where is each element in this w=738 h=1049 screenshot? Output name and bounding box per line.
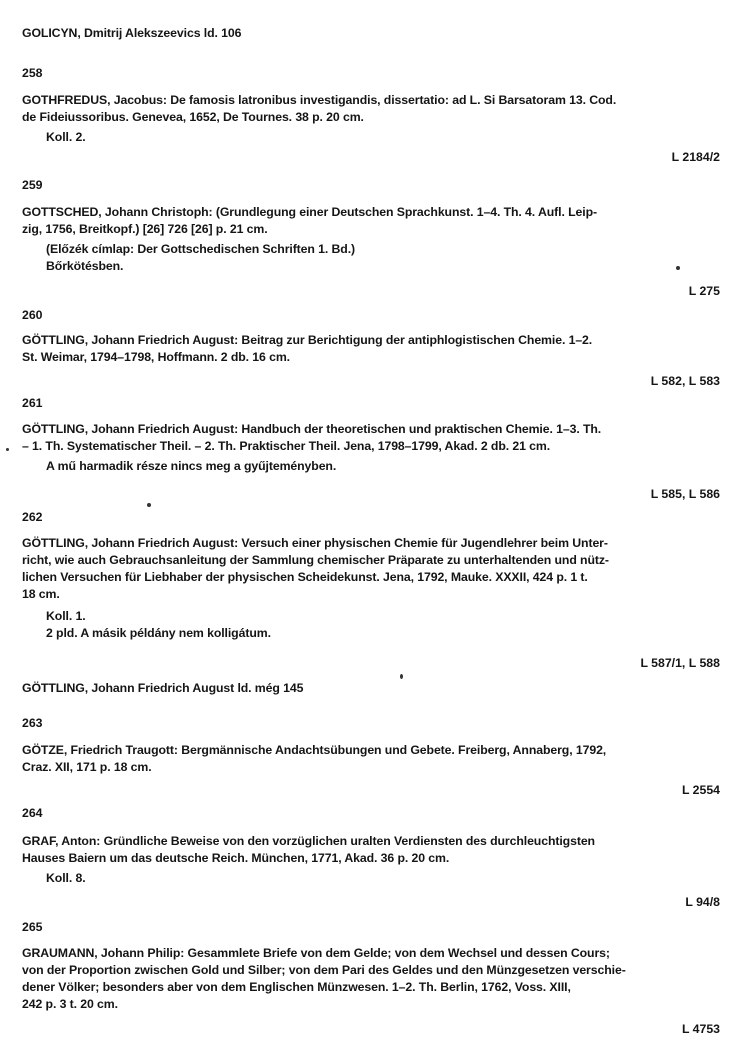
entry-262: [22, 535, 722, 642]
shelf-mark-260: L 582, L 583: [650, 374, 720, 388]
entry-number-258: 258: [22, 66, 43, 80]
cross-reference-golicyn: [22, 25, 722, 42]
shelf-mark-262: L 587/1, L 588: [640, 656, 720, 670]
shelf-mark-263: L 2554: [681, 783, 720, 797]
entry-number-264: 264: [22, 806, 43, 820]
entry-line: Craz. XII, 171 p. 18 cm.: [22, 760, 152, 774]
entry-line: GÖTZE, Friedrich Traugott: Bergmännische Andachtsübungen und Gebete. Freiberg, Annaberg, 1792,: [22, 743, 607, 757]
entry-line: von der Proportion zwischen Gold und Silber; von dem Pari des Geldes und den Münzgesetzen verschie-: [22, 963, 626, 977]
entry-line: 18 cm.: [22, 587, 60, 601]
shelf-mark-264: L 94/8: [685, 895, 720, 909]
entry-261: [22, 421, 722, 475]
cross-reference-text: GOLICYN, Dmitrij Alekszeevics ld. 106: [22, 26, 242, 40]
entry-line: GOTHFREDUS, Jacobus: De famosis latronibus investigandis, dissertatio: ad L. Si Barsatoram 13. Cod.: [22, 93, 617, 107]
scan-speck: [147, 503, 151, 507]
entry-line: zig, 1756, Breitkopf.) [26] 726 [26] p. 21 cm.: [22, 222, 268, 236]
shelf-mark-261: L 585, L 586: [650, 487, 720, 501]
entry-line: lichen Versuchen für Liebhaber der physischen Scheidekunst. Jena, 1792, Mauke. XXXII, 424 p. 1 t.: [22, 570, 588, 584]
entry-line: 242 p. 3 t. 20 cm.: [22, 997, 118, 1011]
entry-line: Hauses Baiern um das deutsche Reich. München, 1771, Akad. 36 p. 20 cm.: [22, 851, 450, 865]
entry-264: [22, 833, 722, 887]
entry-line: de Fideiussoribus. Genevea, 1652, De Tournes. 38 p. 20 cm.: [22, 110, 364, 124]
entry-number-265: 265: [22, 920, 43, 934]
entry-265: [22, 945, 722, 1013]
entry-259: [22, 204, 722, 275]
shelf-mark-259: L 275: [688, 284, 720, 298]
entry-note: (Előzék címlap: Der Gottschedischen Schriften 1. Bd.): [46, 242, 356, 256]
entry-note: Koll. 8.: [46, 871, 86, 885]
cross-reference-gottling: [22, 680, 722, 697]
entry-note: 2 pld. A másik példány nem kolligátum.: [46, 626, 271, 640]
shelf-mark-265: L 4753: [681, 1022, 720, 1036]
entry-258: [22, 92, 722, 146]
entry-263: [22, 742, 722, 776]
entry-number-261: 261: [22, 396, 43, 410]
entry-number-263: 263: [22, 716, 43, 730]
entry-note: Bőrkötésben.: [46, 259, 124, 273]
entry-line: GÖTTLING, Johann Friedrich August: Beitrag zur Berichtigung der antiphlogistischen Chemie. 1–2.: [22, 333, 593, 347]
entry-line: richt, wie auch Gebrauchsanleitung der Sammlung chemischer Präparate zu unterhaltenden und nütz-: [22, 553, 609, 567]
scan-speck: [6, 448, 9, 451]
entry-note: Koll. 1.: [46, 609, 86, 623]
entry-line: GÖTTLING, Johann Friedrich August: Versuch einer physischen Chemie für Jugendlehrer beim Unter-: [22, 536, 608, 550]
entry-line: dener Völker; besonders aber von dem Englischen Münzwesen. 1–2. Th. Berlin, 1762, Voss. XIII,: [22, 980, 571, 994]
entry-number-262: 262: [22, 510, 43, 524]
entry-line: St. Weimar, 1794–1798, Hoffmann. 2 db. 16 cm.: [22, 350, 290, 364]
cross-reference-text: GÖTTLING, Johann Friedrich August ld. még 145: [22, 681, 304, 695]
entry-line: – 1. Th. Systematischer Theil. – 2. Th. Praktischer Theil. Jena, 1798–1799, Akad. 2 db. 21 cm.: [22, 439, 551, 453]
entry-note: Koll. 2.: [46, 130, 86, 144]
entry-note: A mű harmadik része nincs meg a gyűjteményben.: [46, 459, 337, 473]
scan-speck: [400, 674, 403, 679]
entry-line: GRAF, Anton: Gründliche Beweise von den vorzüglichen uralten Verdiensten des durchleuchtigsten: [22, 834, 595, 848]
entry-line: GOTTSCHED, Johann Christoph: (Grundlegung einer Deutschen Sprachkunst. 1–4. Th. 4. Aufl. Leip-: [22, 205, 597, 219]
entry-260: [22, 332, 722, 366]
entry-number-260: 260: [22, 308, 43, 322]
entry-line: GÖTTLING, Johann Friedrich August: Handbuch der theoretischen und praktischen Chemie. 1–3. Th.: [22, 422, 602, 436]
entry-line: GRAUMANN, Johann Philip: Gesammlete Briefe von dem Gelde; von dem Wechsel und dessen Cours;: [22, 946, 610, 960]
scan-speck: [676, 266, 680, 270]
shelf-mark-258: L 2184/2: [671, 150, 720, 164]
entry-number-259: 259: [22, 178, 43, 192]
